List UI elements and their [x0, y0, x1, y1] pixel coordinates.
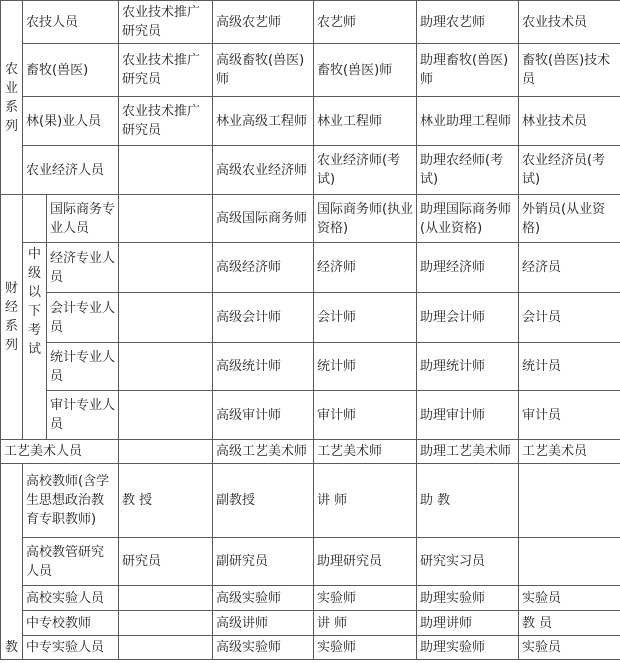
title-cell: 教 授 [119, 464, 213, 538]
table-row [1, 586, 620, 611]
table-row [1, 636, 620, 660]
title-cell: 统计师 [314, 343, 417, 391]
title-cell: 研究实习员 [417, 538, 519, 586]
title-cell: 副研究员 [213, 538, 314, 586]
group-label-fin-sub: 中 级 以 下 考 试 [23, 243, 47, 440]
table-row [1, 391, 620, 440]
title-cell: 助理审计师 [417, 391, 519, 440]
category-cell: 国际商务专业人员 [47, 195, 119, 243]
category-cell: 工艺美术人员 [1, 440, 119, 464]
title-cell [119, 636, 213, 660]
title-cell: 助理实验师 [417, 586, 519, 611]
title-cell: 高级经济师 [213, 243, 314, 293]
title-cell: 农业技术推广研究员 [119, 44, 213, 97]
title-cell: 会计员 [519, 293, 620, 343]
table-row [1, 611, 620, 636]
title-cell [119, 195, 213, 243]
table-row [1, 243, 620, 293]
category-cell: 高校教师(含学生思想政治教育专职教师) [23, 464, 119, 538]
title-cell: 高级农业经济师 [213, 146, 314, 195]
title-cell: 助理讲师 [417, 611, 519, 636]
title-cell: 畜牧(兽医)师 [314, 44, 417, 97]
table-row [1, 1, 620, 44]
title-cell: 助理经济师 [417, 243, 519, 293]
title-cell: 工艺美术员 [519, 440, 620, 464]
title-cell: 农艺师 [314, 1, 417, 44]
title-cell: 工艺美术师 [314, 440, 417, 464]
table-row [1, 44, 620, 97]
title-cell: 会计师 [314, 293, 417, 343]
title-cell: 统计员 [519, 343, 620, 391]
title-cell: 助理统计师 [417, 343, 519, 391]
title-cell: 助理会计师 [417, 293, 519, 343]
category-cell: 农技人员 [23, 1, 119, 44]
title-cell: 林业助理工程师 [417, 97, 519, 146]
title-cell: 审计师 [314, 391, 417, 440]
title-cell: 助理研究员 [314, 538, 417, 586]
title-cell [119, 611, 213, 636]
title-cell [119, 440, 213, 464]
group-label-edu: 教 [1, 464, 23, 660]
category-cell: 高校实验人员 [23, 586, 119, 611]
category-cell: 统计专业人员 [47, 343, 119, 391]
title-cell: 高级工艺美术师 [213, 440, 314, 464]
category-cell: 高校教管研究人员 [23, 538, 119, 586]
group-label-fin: 财 经 系 列 [1, 195, 23, 440]
table-row [1, 146, 620, 195]
category-cell: 中专实验人员 [23, 636, 119, 660]
category-cell: 林(果)业人员 [23, 97, 119, 146]
title-cell: 高级会计师 [213, 293, 314, 343]
title-cell: 实验员 [519, 636, 620, 660]
title-cell: 高级审计师 [213, 391, 314, 440]
table-row [1, 538, 620, 586]
title-cell: 高级讲师 [213, 611, 314, 636]
title-cell: 高级实验师 [213, 586, 314, 611]
title-cell: 研究员 [119, 538, 213, 586]
table-row [1, 293, 620, 343]
title-cell [119, 343, 213, 391]
title-cell: 助理工艺美术师 [417, 440, 519, 464]
title-cell: 讲 师 [314, 611, 417, 636]
title-cell: 助理农艺师 [417, 1, 519, 44]
title-cell: 实验师 [314, 586, 417, 611]
title-cell: 助理畜牧(兽医)师 [417, 44, 519, 97]
group-label-agri: 农 业 系 列 [1, 1, 23, 195]
title-cell: 国际商务师(执业资格) [314, 195, 417, 243]
table-row [1, 464, 620, 538]
title-cell [119, 293, 213, 343]
category-cell: 会计专业人员 [47, 293, 119, 343]
title-cell: 农业技术推广研究员 [119, 97, 213, 146]
title-cell: 林业工程师 [314, 97, 417, 146]
title-cell: 实验师 [314, 636, 417, 660]
title-cell: 林业高级工程师 [213, 97, 314, 146]
title-cell: 外销员(从业资格) [519, 195, 620, 243]
title-cell: 农业技术员 [519, 1, 620, 44]
title-cell: 经济师 [314, 243, 417, 293]
table-row [1, 195, 620, 243]
title-cell: 高级统计师 [213, 343, 314, 391]
title-cell: 畜牧(兽医)技术员 [519, 44, 620, 97]
title-cell [519, 538, 620, 586]
subgroup-blank [23, 195, 47, 243]
category-cell: 农业经济人员 [23, 146, 119, 195]
category-cell: 畜牧(兽医) [23, 44, 119, 97]
title-cell: 经济员 [519, 243, 620, 293]
title-cell: 高级实验师 [213, 636, 314, 660]
title-cell: 助理国际商务师(从业资格) [417, 195, 519, 243]
title-cell: 高级畜牧(兽医)师 [213, 44, 314, 97]
title-cell: 高级农艺师 [213, 1, 314, 44]
title-cell: 农业技术推广研究员 [119, 1, 213, 44]
title-cell: 林业技术员 [519, 97, 620, 146]
title-cell: 助理实验师 [417, 636, 519, 660]
title-cell: 实验员 [519, 586, 620, 611]
title-cell: 副教授 [213, 464, 314, 538]
table-row [1, 343, 620, 391]
title-cell: 助理农经师(考试) [417, 146, 519, 195]
title-cell: 审计员 [519, 391, 620, 440]
title-cell [119, 391, 213, 440]
title-cell: 讲 师 [314, 464, 417, 538]
title-cell: 教 员 [519, 611, 620, 636]
title-cell: 农业经济师(考试) [314, 146, 417, 195]
category-cell: 中专校教师 [23, 611, 119, 636]
title-cell: 农业经济员(考试) [519, 146, 620, 195]
table-row [1, 97, 620, 146]
category-cell: 经济专业人员 [47, 243, 119, 293]
title-cell [119, 146, 213, 195]
table-row [1, 440, 620, 464]
category-cell: 审计专业人员 [47, 391, 119, 440]
title-cell: 高级国际商务师 [213, 195, 314, 243]
title-cell: 助 教 [417, 464, 519, 538]
title-cell [519, 464, 620, 538]
title-cell [119, 243, 213, 293]
title-cell [119, 586, 213, 611]
